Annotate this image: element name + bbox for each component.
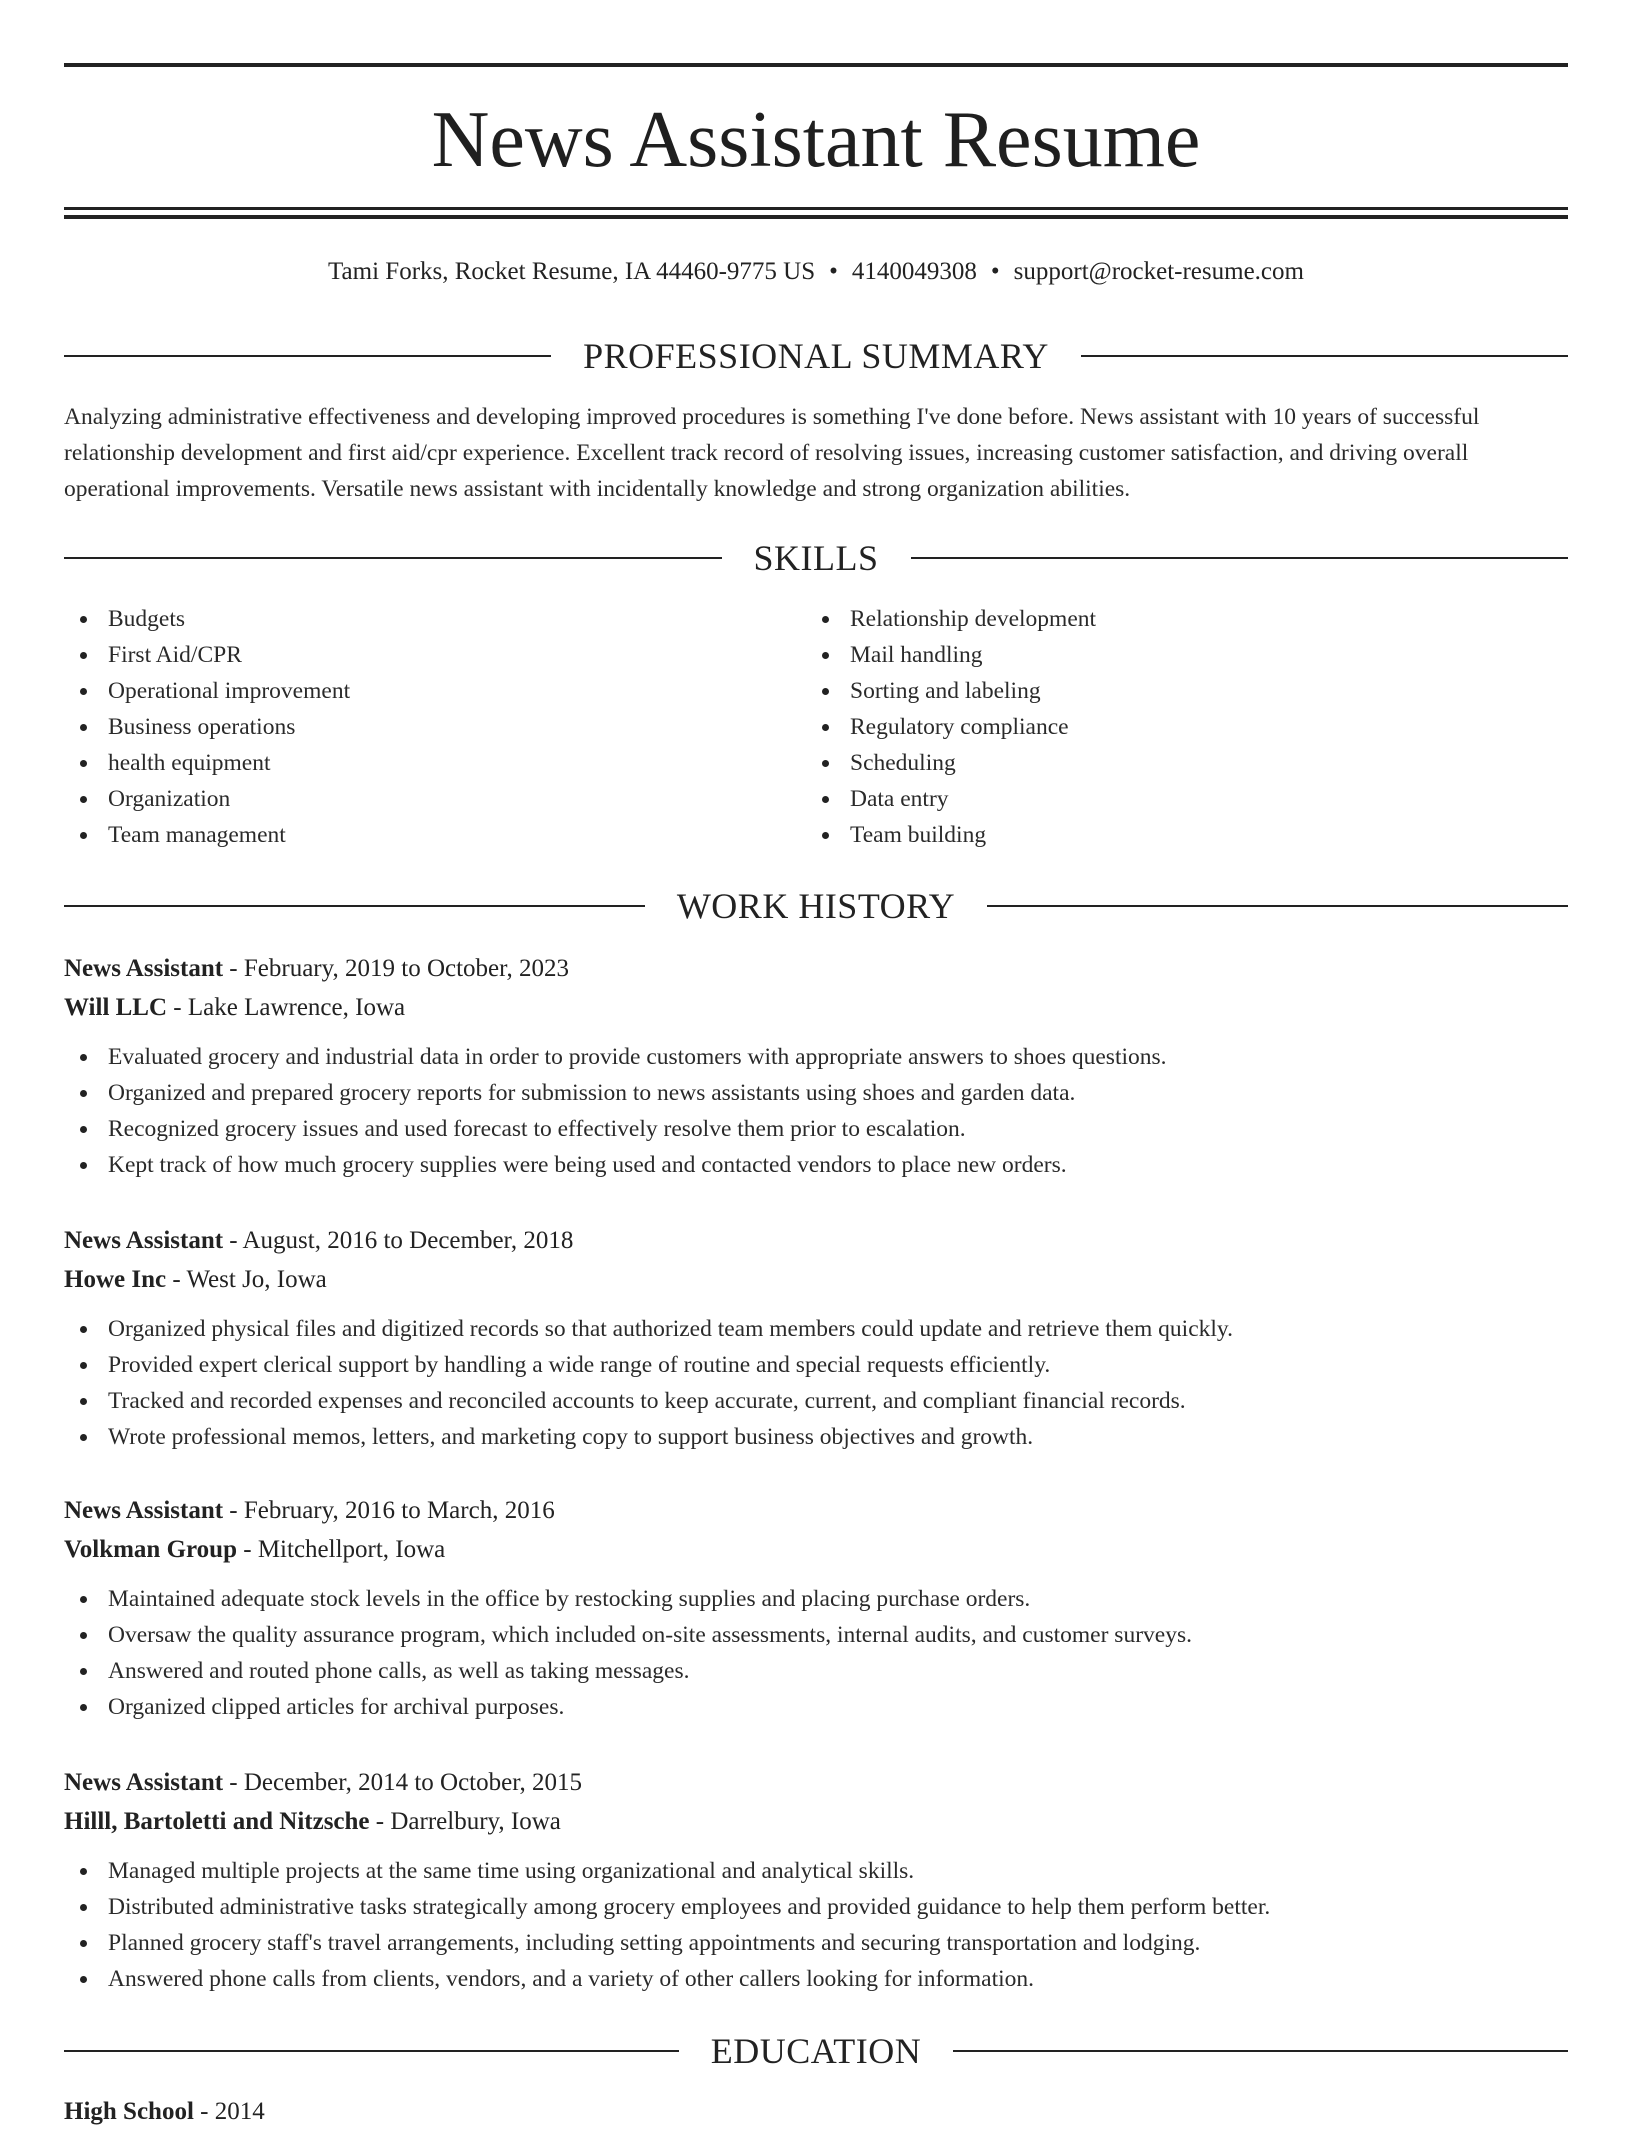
job-title-line: News Assistant - August, 2016 to December, 2018 <box>64 1227 574 1254</box>
job-duty: Oversaw the quality assurance program, which included on-site assessments, internal audits, and customer surveys. <box>64 1617 1568 1653</box>
skills-list-left <box>64 601 764 853</box>
job-duty: Organized and prepared grocery reports for submission to news assistants using shoes and garden data. <box>64 1075 1568 1111</box>
job-location: Darrelbury, Iowa <box>390 1808 561 1835</box>
skills-list-right <box>806 601 1566 853</box>
top-rule <box>64 63 1568 67</box>
job-duty: Answered and routed phone calls, as well as taking messages. <box>64 1653 1568 1689</box>
skill-item: First Aid/CPR <box>64 637 764 673</box>
section-rule <box>64 2050 679 2052</box>
education-year: 2014 <box>214 2098 265 2125</box>
contact-address: Tami Forks, Rocket Resume, IA 44460-9775 US <box>328 258 816 285</box>
contact-email: support@rocket-resume.com <box>1013 258 1304 285</box>
job-duty: Provided expert clerical support by handling a wide range of routine and special requests efficiently. <box>64 1347 1568 1383</box>
job-duties <box>64 1581 1568 1725</box>
job-title: News Assistant <box>64 1769 224 1796</box>
section-title: PROFESSIONAL SUMMARY <box>583 336 1049 376</box>
job-duty: Distributed administrative tasks strategically among grocery employees and provided guidance to help them perform better. <box>64 1889 1568 1925</box>
job-location: West Jo, Iowa <box>186 1266 327 1293</box>
education-school: High School <box>64 2098 194 2125</box>
job-duty: Kept track of how much grocery supplies were being used and contacted vendors to place new orders. <box>64 1147 1568 1183</box>
contact-separator: • <box>829 258 838 285</box>
job-title: News Assistant <box>64 955 224 982</box>
skill-item: Team management <box>64 817 764 853</box>
contact-line <box>64 254 1568 290</box>
skill-item: Scheduling <box>806 745 1566 781</box>
job-duty: Planned grocery staff's travel arrangements, including setting appointments and securing transportation and lodging. <box>64 1925 1568 1961</box>
skill-item: Sorting and labeling <box>806 673 1566 709</box>
job-company: Volkman Group <box>64 1536 237 1563</box>
job-entry <box>64 949 1568 1183</box>
job-duty: Organized physical files and digitized records so that authorized team members could update and retrieve them quickly. <box>64 1311 1568 1347</box>
job-company-line: Howe Inc - West Jo, Iowa <box>64 1266 327 1293</box>
job-dates: February, 2016 to March, 2016 <box>243 1497 555 1524</box>
skill-item: Data entry <box>806 781 1566 817</box>
skill-item: Relationship development <box>806 601 1566 637</box>
job-dates: December, 2014 to October, 2015 <box>243 1769 583 1796</box>
title-rule-lower <box>64 215 1568 219</box>
section-rule <box>64 905 645 907</box>
section-title: EDUCATION <box>710 2031 922 2071</box>
job-title-line: News Assistant - December, 2014 to October, 2015 <box>64 1769 583 1796</box>
job-entry <box>64 1221 1568 1455</box>
skill-item: Organization <box>64 781 764 817</box>
job-company-line: Volkman Group - Mitchellport, Iowa <box>64 1536 446 1563</box>
job-duty: Recognized grocery issues and used forecast to effectively resolve them prior to escalation. <box>64 1111 1568 1147</box>
job-entry <box>64 1491 1568 1725</box>
job-duties <box>64 1853 1568 1997</box>
job-company: Will LLC <box>64 994 168 1021</box>
skill-item: Budgets <box>64 601 764 637</box>
job-entry <box>64 1763 1568 1997</box>
job-duty: Organized clipped articles for archival purposes. <box>64 1689 1568 1725</box>
skill-item: Operational improvement <box>64 673 764 709</box>
summary-text: Analyzing administrative effectiveness and developing improved procedures is something I've done before. News assistant with 10 years of successful relationship development and first aid/cpr experience. Excellent track record of resolving issues, increasing customer satisfaction, and driving overall operational improvements. Versatile news assistant with incidentally knowledge and strong organization abilities. <box>64 404 1480 502</box>
skill-item: Business operations <box>64 709 764 745</box>
job-title: News Assistant <box>64 1497 224 1524</box>
section-title: SKILLS <box>753 538 879 578</box>
section-rule <box>64 557 722 559</box>
job-duty: Maintained adequate stock levels in the office by restocking supplies and placing purchase orders. <box>64 1581 1568 1617</box>
job-location: Lake Lawrence, Iowa <box>187 994 406 1021</box>
job-duty: Answered phone calls from clients, vendors, and a variety of other callers looking for information. <box>64 1961 1568 1997</box>
contact-separator: • <box>990 258 1000 285</box>
job-company: Howe Inc <box>64 1266 167 1293</box>
job-dates: August, 2016 to December, 2018 <box>242 1227 574 1254</box>
skill-item: Regulatory compliance <box>806 709 1566 745</box>
skill-item: Team building <box>806 817 1566 853</box>
job-dates: February, 2019 to October, 2023 <box>243 955 569 982</box>
section-title: WORK HISTORY <box>676 886 956 926</box>
title-rule-upper <box>64 207 1568 210</box>
job-title-line: News Assistant - February, 2019 to October, 2023 <box>64 955 569 982</box>
job-duty: Tracked and recorded expenses and reconciled accounts to keep accurate, current, and compliant financial records. <box>64 1383 1568 1419</box>
education-entry: High School - 2014 <box>64 2098 265 2125</box>
job-duty: Wrote professional memos, letters, and marketing copy to support business objectives and growth. <box>64 1419 1568 1455</box>
section-header-education <box>64 2029 1568 2073</box>
section-rule <box>953 2050 1568 2052</box>
job-company: Hilll, Bartoletti and Nitzsche <box>64 1808 370 1835</box>
job-duties <box>64 1311 1568 1455</box>
section-rule <box>64 355 551 357</box>
job-title-line: News Assistant - February, 2016 to March, 2016 <box>64 1497 555 1524</box>
section-header-work <box>64 884 1568 928</box>
section-rule <box>987 905 1568 907</box>
job-location: Mitchellport, Iowa <box>257 1536 446 1563</box>
job-duty: Managed multiple projects at the same time using organizational and analytical skills. <box>64 1853 1568 1889</box>
job-duties <box>64 1039 1568 1183</box>
job-company-line: Will LLC - Lake Lawrence, Iowa <box>64 994 406 1021</box>
skill-item: health equipment <box>64 745 764 781</box>
section-rule <box>1081 355 1568 357</box>
contact-phone: 4140049308 <box>851 258 977 285</box>
section-rule <box>911 557 1569 559</box>
job-company-line: Hilll, Bartoletti and Nitzsche - Darrelbury, Iowa <box>64 1808 561 1835</box>
section-header-summary <box>64 334 1568 378</box>
job-title: News Assistant <box>64 1227 224 1254</box>
job-duty: Evaluated grocery and industrial data in order to provide customers with appropriate answers to shoes questions. <box>64 1039 1568 1075</box>
section-header-skills <box>64 536 1568 580</box>
page-title: News Assistant Resume <box>431 96 1201 184</box>
skill-item: Mail handling <box>806 637 1566 673</box>
